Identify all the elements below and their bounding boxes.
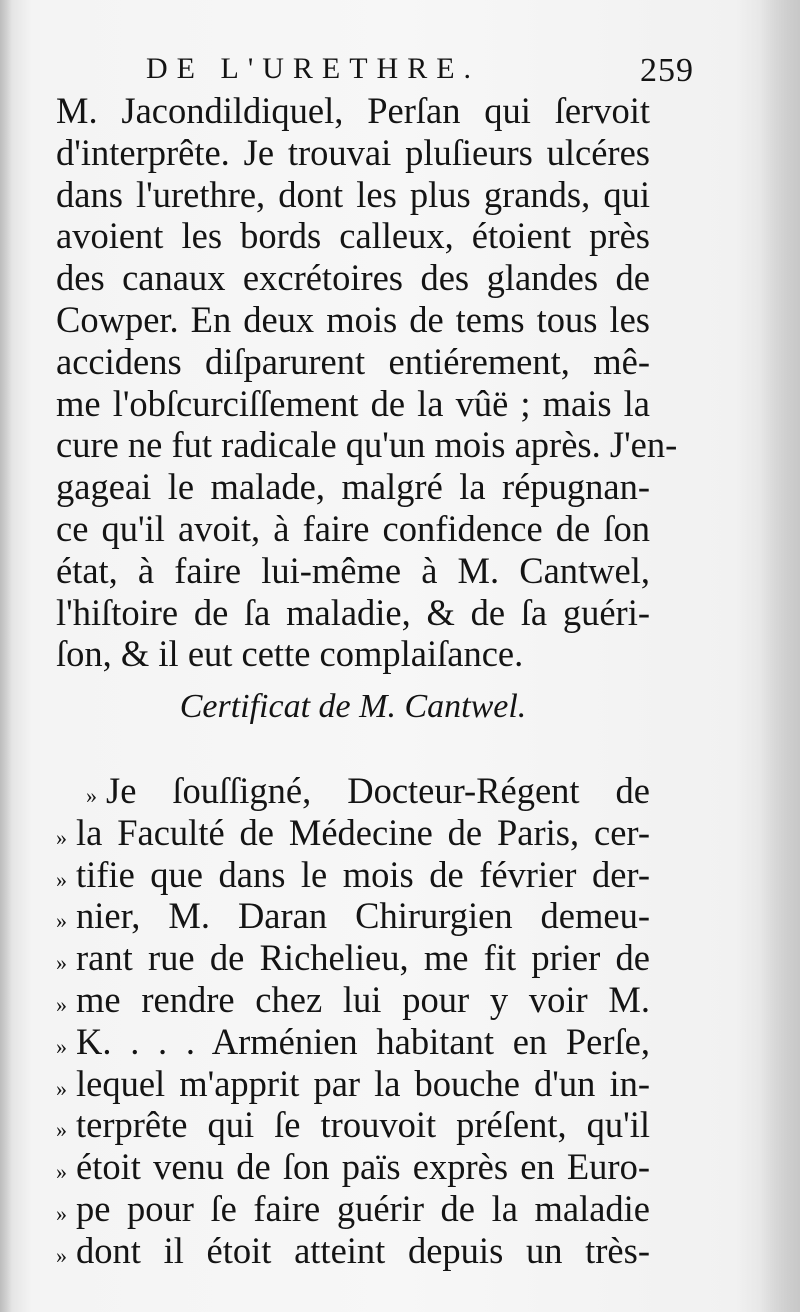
quote-text: K. . . . Arménien habitant en Perſe, xyxy=(76,1020,650,1062)
quote-mark: » xyxy=(56,1117,67,1143)
quote-text: dont il étoit atteint depuis un très- xyxy=(76,1229,650,1271)
quote-line xyxy=(56,1104,650,1146)
page-left-shadow xyxy=(0,0,12,1312)
quote-text: lequel m'apprit par la bouche d'un in- xyxy=(76,1062,650,1104)
running-head xyxy=(60,52,652,92)
quote-mark: » xyxy=(56,991,67,1017)
quote-text: la Faculté de Médecine de Paris, cer- xyxy=(76,811,650,853)
body-paragraph xyxy=(56,90,678,675)
quote-mark: » xyxy=(56,950,67,976)
quote-mark: » xyxy=(56,866,67,892)
quote-mark: » xyxy=(56,1159,67,1185)
quote-line xyxy=(56,1021,650,1063)
quote-mark: » xyxy=(56,824,67,850)
quote-line xyxy=(56,1230,650,1272)
quote-text: rant rue de Richelieu, me fit prier de xyxy=(76,937,650,979)
certificate-quote xyxy=(56,770,650,1272)
quote-line xyxy=(56,895,650,937)
quote-mark: » xyxy=(86,783,97,808)
text-line: Cowper. En deux mois de tems tous les xyxy=(56,298,650,340)
quote-line xyxy=(56,1146,650,1188)
quote-text: terprête qui ſe trouvoit préſent, qu'il xyxy=(76,1104,650,1146)
quote-text: Je ſouſſigné, Docteur-Régent de xyxy=(106,770,650,811)
text-line: avoient les bords calleux, étoient près xyxy=(56,215,650,257)
quote-text: tifie que dans le mois de février der- xyxy=(76,853,650,895)
text-line: me l'obſcurciſſement de la vûë ; mais la xyxy=(56,382,650,424)
quote-line xyxy=(56,1063,650,1105)
text-line: ce qu'il avoit, à faire confidence de ſon xyxy=(56,507,650,549)
quote-line xyxy=(56,812,650,854)
quote-mark: » xyxy=(56,1033,67,1059)
text-line: d'interprête. Je trouvai pluſieurs ulcéres xyxy=(56,131,650,173)
text-line: l'hiſtoire de ſa maladie, & de ſa guéri- xyxy=(56,591,650,633)
quote-line xyxy=(56,1188,650,1230)
running-title: DE L'URETHRE. xyxy=(146,52,481,85)
quote-line xyxy=(56,979,650,1021)
page-right-shadow xyxy=(760,0,800,1312)
quote-text: nier, M. Daran Chirurgien demeu- xyxy=(76,895,650,937)
text-line: gageai le malade, malgré la répugnan- xyxy=(56,466,650,508)
text-line: ſon, & il eut cette complaiſance. xyxy=(56,633,524,675)
quote-line xyxy=(56,854,650,896)
text-line: dans l'urethre, dont les plus grands, qui xyxy=(56,173,650,215)
quote-mark: » xyxy=(56,908,67,934)
text-line: M. Jacondildiquel, Perſan qui ſervoit xyxy=(56,90,650,131)
certificate-heading: Certificat de M. Cantwel. xyxy=(179,688,527,725)
quote-mark: » xyxy=(56,1200,67,1226)
quote-mark: » xyxy=(56,1242,67,1268)
quote-mark: » xyxy=(56,1075,67,1101)
text-line: accidens diſparurent entiérement, mê- xyxy=(56,340,650,382)
quote-text: me rendre chez lui pour y voir M. xyxy=(76,978,650,1020)
text-line: état, à faire lui-même à M. Cantwel, xyxy=(56,549,650,591)
text-line: des canaux excrétoires des glandes de xyxy=(56,257,650,299)
page-number: 259 xyxy=(640,52,694,89)
quote-line xyxy=(56,937,650,979)
quote-line xyxy=(56,770,650,812)
quote-text: étoit venu de ſon païs exprès en Euro- xyxy=(76,1146,650,1188)
quote-text: pe pour ſe faire guérir de la maladie xyxy=(76,1187,650,1229)
text-line: cure ne fut radicale qu'un mois après. J'en- xyxy=(56,424,678,466)
